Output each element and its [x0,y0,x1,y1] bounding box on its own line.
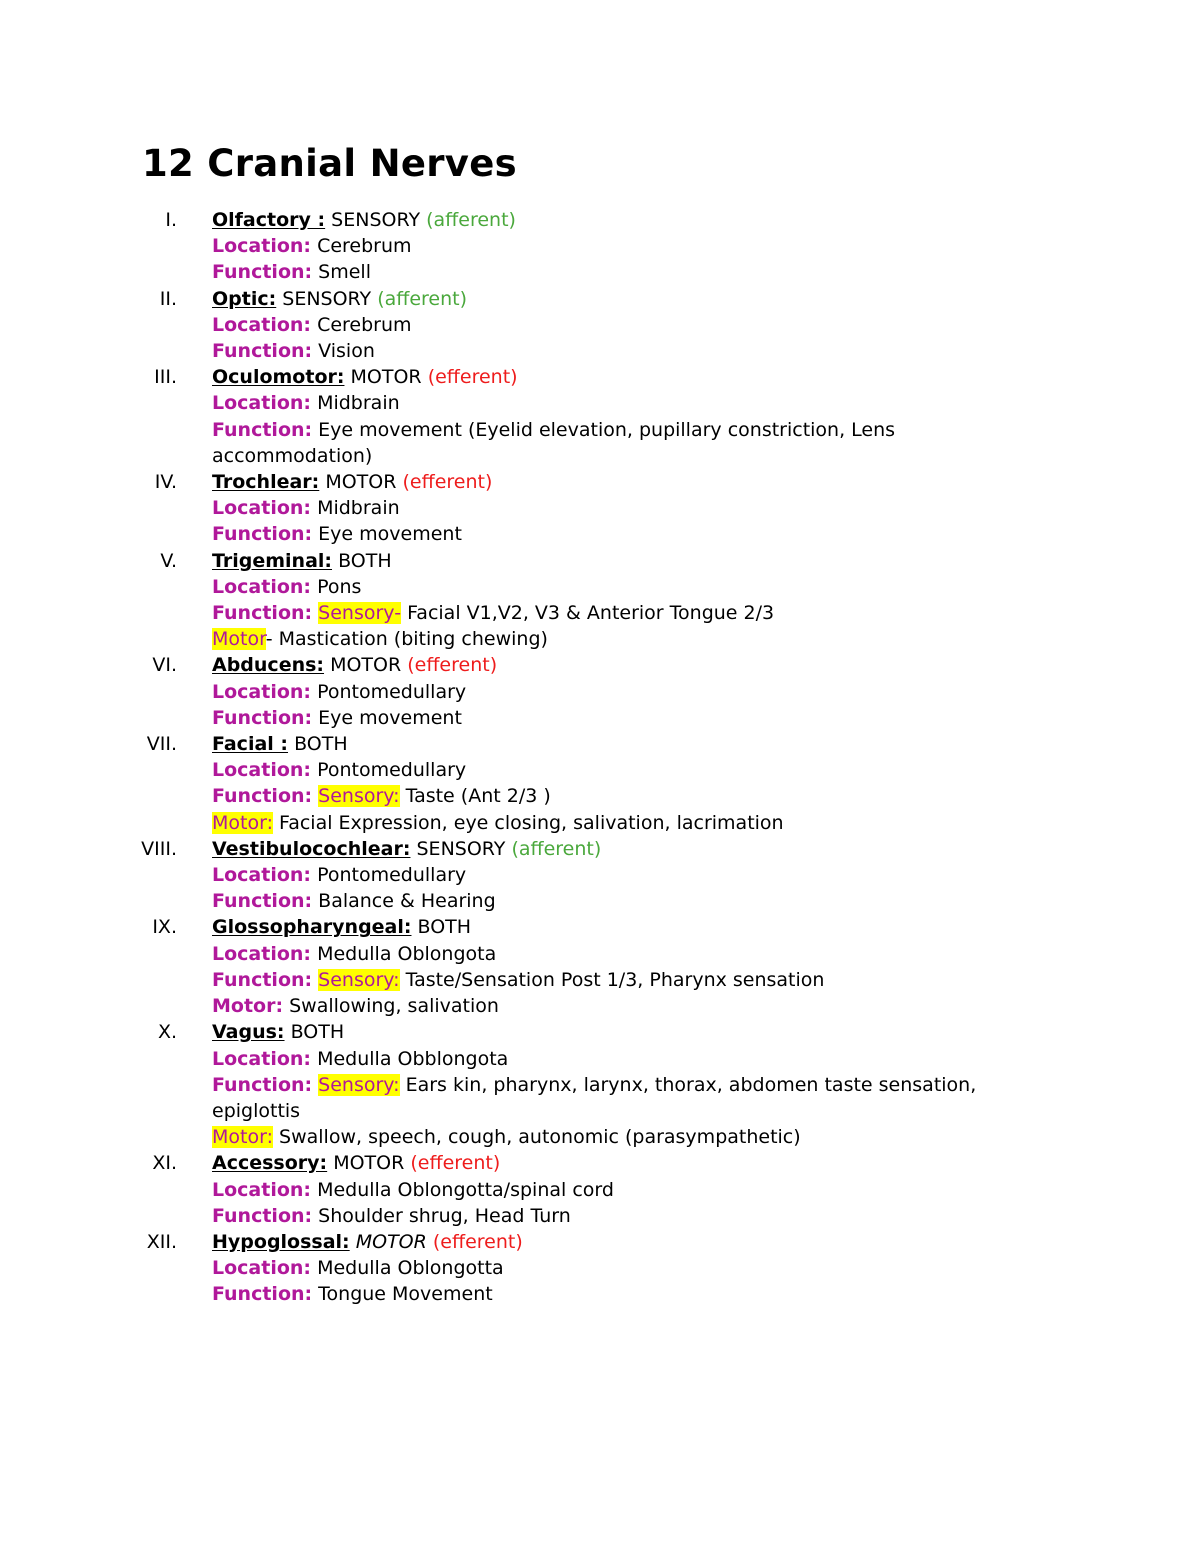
detail-text: Swallow, speech, cough, autonomic (parasympathetic) [272,1126,801,1149]
detail-text: Eye movement [312,706,462,729]
nerve-detail-line [212,1255,1032,1281]
detail-text: Taste (Ant 2/3 ) [399,785,551,808]
detail-text: Medulla Oblongotta/spinal cord [311,1178,614,1201]
nerve-body [212,364,1032,469]
roman-numeral: I. [165,209,177,231]
nerve-detail-line [212,941,1032,967]
detail-label: Function: [212,968,313,991]
nerve-name: Facial : [212,733,289,756]
nerve-heading [212,286,1032,312]
nerve-item [0,364,1200,469]
roman-numeral: X. [157,1021,177,1044]
nerve-type: BOTH [338,549,392,572]
fiber-type: (afferent) [426,209,516,231]
nerve-item [0,286,1200,365]
highlighted-label: Sensory- [318,602,402,625]
nerve-type: SENSORY [282,287,372,310]
nerve-heading [212,207,1032,233]
detail-text: Tongue Movement [312,1283,493,1306]
nerve-heading [212,469,1032,495]
detail-label: Function: [212,785,313,808]
nerve-body [212,652,1032,731]
nerve-body [212,207,1032,286]
nerve-detail-line [212,1072,1032,1124]
detail-text: Facial V1,V2, V3 & Anterior Tongue 2/3 [401,602,775,625]
detail-label: Location: [212,864,312,887]
nerve-heading [212,731,1032,757]
nerve-body [212,286,1032,365]
detail-text: Pontomedullary [311,864,467,887]
nerve-type: MOTOR [333,1152,405,1175]
detail-label: Function: [212,602,313,625]
nerve-item [0,914,1200,1019]
nerve-detail-line [212,1177,1032,1203]
nerve-heading [212,548,1032,574]
highlighted-label: Motor: [212,1126,273,1149]
detail-label: Location: [212,313,312,336]
nerve-name: Olfactory : [212,209,326,231]
nerve-type: SENSORY [416,837,506,860]
detail-text: Balance & Hearing [312,890,496,913]
detail-text: Facial Expression, eye closing, salivation, lacrimation [272,811,784,834]
detail-label: Location: [212,575,312,598]
nerve-detail-line [212,862,1032,888]
nerve-name: Trochlear: [212,471,320,494]
highlighted-label: Motor [212,628,266,651]
detail-text: Eye movement (Eyelid elevation, pupillary constriction, Lens accommodation) [212,418,896,467]
nerve-name: Glossopharyngeal: [212,916,412,939]
nerve-heading [212,652,1032,678]
page-title: 12 Cranial Nerves [142,142,517,185]
fiber-type: (efferent) [407,654,498,677]
detail-text: Medulla Oblongotta [311,1257,504,1280]
nerve-detail-line [212,259,1032,285]
nerve-name: Hypoglossal: [212,1230,350,1253]
detail-label: Function: [212,890,313,913]
nerve-heading [212,1150,1032,1176]
nerve-item [0,1229,1200,1308]
nerve-name: Abducens: [212,654,325,677]
detail-text: Cerebrum [311,235,412,258]
roman-numeral: III. [154,366,177,389]
detail-text: Pontomedullary [311,680,467,703]
nerve-detail-line [212,233,1032,259]
nerve-detail-line [212,495,1032,521]
detail-text: Swallowing, salivation [283,995,499,1018]
nerve-name: Trigeminal: [212,549,333,572]
detail-text: Midbrain [311,392,400,415]
nerve-item [0,652,1200,731]
detail-label: Location: [212,680,312,703]
fiber-type: (afferent) [511,837,602,860]
nerve-name: Oculomotor: [212,366,345,389]
nerve-type: MOTOR [355,1230,427,1253]
nerve-item [0,836,1200,915]
nerve-detail-line [212,888,1032,914]
fiber-type: (efferent) [402,471,493,494]
nerve-type: MOTOR [330,654,402,677]
nerve-detail-line [212,1124,1032,1150]
detail-text: Shoulder shrug, Head Turn [312,1204,571,1227]
detail-label: Function: [212,261,313,284]
nerve-item [0,1019,1200,1150]
roman-numeral: XII. [146,1230,177,1253]
detail-label: Function: [212,418,313,441]
nerve-type: MOTOR [325,471,397,494]
fiber-type: (afferent) [377,287,468,310]
detail-label: Location: [212,497,312,520]
nerve-body [212,548,1032,653]
detail-label: Location: [212,235,312,258]
detail-label: Function: [212,1283,313,1306]
nerve-name: Vestibulocochlear: [212,837,411,860]
nerve-item [0,1150,1200,1229]
detail-text: Eye movement [312,523,462,546]
detail-label: Function: [212,1204,313,1227]
nerve-body [212,836,1032,915]
detail-text: - Mastication (biting chewing) [265,628,548,651]
detail-text: Taste/Sensation Post 1/3, Pharynx sensation [399,968,825,991]
detail-label: Function: [212,340,313,363]
nerve-type: BOTH [294,733,348,756]
nerve-item [0,469,1200,548]
nerve-detail-line [212,705,1032,731]
roman-numeral: VI. [152,654,177,677]
nerve-body [212,1019,1032,1150]
roman-numeral: V. [160,549,177,572]
nerve-type: BOTH [417,916,472,939]
nerve-detail-line [212,810,1032,836]
detail-label: Location: [212,392,312,415]
roman-numeral: II. [159,287,177,310]
fiber-type: (efferent) [410,1152,501,1175]
detail-text: Cerebrum [311,313,412,336]
highlighted-label: Motor: [212,811,273,834]
roman-numeral: VIII. [141,837,177,860]
nerve-name: Optic: [212,287,277,310]
nerve-name: Vagus: [212,1021,285,1044]
cranial-nerve-list [0,207,1200,1308]
detail-text: Pontomedullary [311,759,467,782]
detail-label: Function: [212,706,313,729]
nerve-detail-line [212,574,1032,600]
detail-text: Midbrain [311,497,400,520]
nerve-detail-line [212,679,1032,705]
nerve-detail-line [212,417,1032,469]
nerve-detail-line [212,390,1032,416]
fiber-type: (efferent) [432,1230,523,1253]
roman-numeral: XI. [152,1152,177,1175]
nerve-body [212,469,1032,548]
nerve-heading [212,364,1032,390]
detail-label: Location: [212,942,312,965]
nerve-heading [212,836,1032,862]
roman-numeral: IX. [152,916,177,939]
nerve-heading [212,914,1032,940]
highlighted-label: Sensory: [318,968,400,991]
nerve-item [0,548,1200,653]
nerve-body [212,1150,1032,1229]
fiber-type: (efferent) [427,366,518,389]
nerve-type: SENSORY [331,209,421,231]
nerve-item [0,207,1200,286]
nerve-detail-line [212,338,1032,364]
highlighted-label: Sensory: [318,785,400,808]
detail-label: Function: [212,1073,313,1096]
nerve-detail-line [212,312,1032,338]
detail-label: Function: [212,523,313,546]
nerve-heading [212,1019,1032,1045]
nerve-item [0,731,1200,836]
nerve-detail-line [212,783,1032,809]
detail-text: Pons [311,575,362,598]
nerve-body [212,914,1032,1019]
nerve-name: Accessory: [212,1152,328,1175]
nerve-type: MOTOR [350,366,422,389]
detail-text: Vision [312,340,375,363]
detail-label: Location: [212,1178,312,1201]
nerve-detail-line [212,626,1032,652]
detail-text: Medulla Oblongota [311,942,497,965]
nerve-detail-line [212,1046,1032,1072]
nerve-detail-line [212,1203,1032,1229]
nerve-detail-line [212,600,1032,626]
detail-text: Medulla Obblongota [311,1047,509,1070]
roman-numeral: VII. [146,733,177,756]
detail-text: Smell [312,261,371,284]
highlighted-label: Sensory: [318,1073,400,1096]
nerve-body [212,731,1032,836]
detail-label: Motor: [212,995,284,1018]
nerve-detail-line [212,967,1032,993]
nerve-type: BOTH [290,1021,345,1044]
detail-label: Location: [212,759,312,782]
nerve-detail-line [212,993,1032,1019]
roman-numeral: IV. [154,471,177,494]
nerve-detail-line [212,521,1032,547]
detail-text: Ears kin, pharynx, larynx, thorax, abdomen taste sensation, epiglottis [212,1073,977,1122]
nerve-detail-line [212,1281,1032,1307]
detail-label: Location: [212,1047,312,1070]
nerve-detail-line [212,757,1032,783]
nerve-body [212,1229,1032,1308]
detail-label: Location: [212,1257,312,1280]
nerve-heading [212,1229,1032,1255]
